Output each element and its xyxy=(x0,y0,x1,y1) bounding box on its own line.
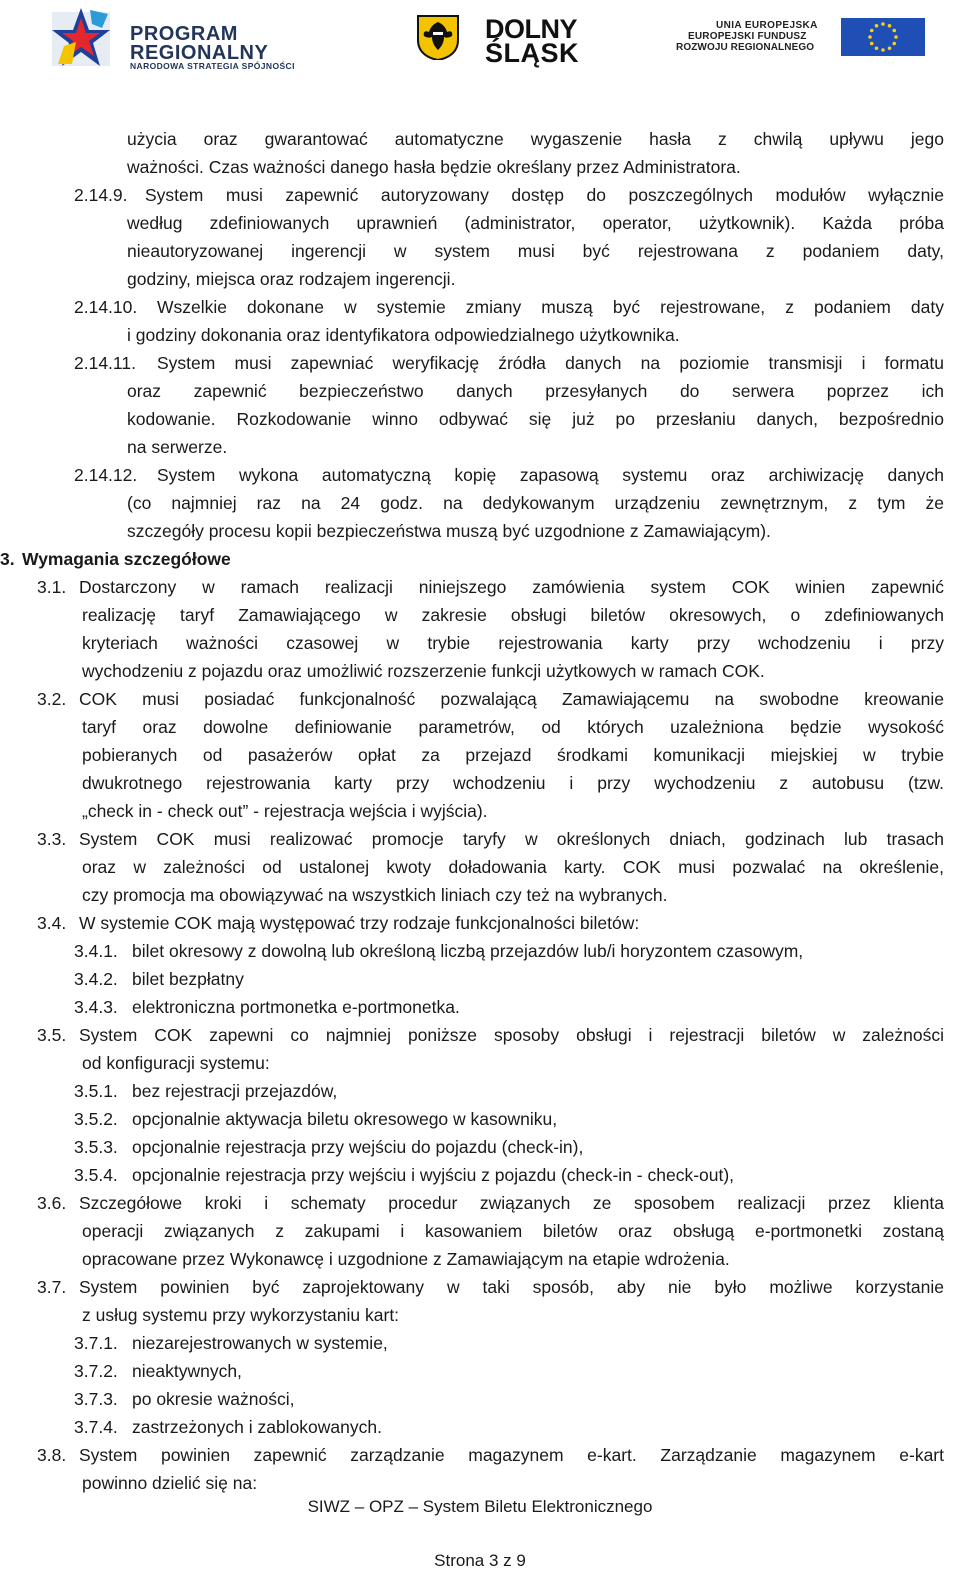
section-number: 3. xyxy=(0,549,15,569)
eu-star xyxy=(892,42,896,46)
text-line: System musi zapewniać weryfikację źródła danych na poziomie transmisji i formatu xyxy=(157,353,944,373)
section-number: 2.14.9. xyxy=(74,185,128,205)
text-line: bilet bezpłatny xyxy=(132,969,244,989)
section-number: 2.14.12. xyxy=(74,465,138,485)
eu-star xyxy=(875,46,879,50)
text-line: realizację taryf Zamawiającego w zakresie obsługi biletów okresowych, o zdefiniowanych xyxy=(82,605,944,625)
text-line: „check in - check out” - rejestracja wejścia i wyjścia). xyxy=(82,801,488,821)
section-number: 3.4.2. xyxy=(74,969,118,989)
text-line: niezarejestrowanych w systemie, xyxy=(132,1333,388,1353)
text-line: ważności. Czas ważności danego hasła będzie określany przez Administratora. xyxy=(127,157,741,177)
text-line: kryteriach ważności czasowej w trybie rejestrowania karty przy wchodzeniu i przy xyxy=(82,633,944,653)
text-line: czy promocja ma obowiązywać na wszystkich liniach czy też na wybranych. xyxy=(82,885,668,905)
text-line: z usług systemu przy wykorzystaniu kart: xyxy=(82,1305,400,1325)
section-heading: Wymagania szczegółowe xyxy=(22,549,231,569)
text-line: opcjonalnie rejestracja przy wejściu do pojazdu (check-in), xyxy=(132,1137,584,1157)
text-line: zastrzeżonych i zablokowanych. xyxy=(132,1417,382,1437)
text-line: po okresie ważności, xyxy=(132,1389,295,1409)
eu-logo-line3: ROZWOJU REGIONALNEGO xyxy=(676,42,815,53)
section-number: 3.8. xyxy=(37,1445,67,1465)
section-number: 2.14.11. xyxy=(74,353,136,373)
section-number: 3.4. xyxy=(37,913,67,933)
text-line: operacji związanych z zakupami i kasowaniem biletów oraz obsługą e-portmonetki zostaną xyxy=(82,1221,944,1241)
text-line: (co najmniej raz na 24 godz. na dedykowanym urządzeniu zewnętrznym, z tym że xyxy=(127,493,944,513)
page-header xyxy=(0,0,960,80)
program-logo-line3: NARODOWA STRATEGIA SPÓJNOŚCI xyxy=(130,61,295,71)
eagle-crest-icon xyxy=(415,14,461,60)
text-line: opcjonalnie rejestracja przy wejściu i wyjściu z pojazdu (check-in - check-out), xyxy=(132,1165,735,1185)
program-logo-line1: PROGRAM xyxy=(130,23,238,45)
section-number: 3.5. xyxy=(37,1025,67,1045)
text-line: Wszelkie dokonane w systemie zmiany muszą być rejestrowane, z podaniem daty xyxy=(157,297,944,317)
section-number: 3.1. xyxy=(37,577,67,597)
section-number: 3.4.1. xyxy=(74,941,118,961)
text-line: Dostarczony w ramach realizacji niniejszego zamówienia system COK winien zapewnić xyxy=(79,577,944,597)
section-number: 3.4.3. xyxy=(74,997,118,1017)
eu-logo-line2: EUROPEJSKI FUNDUSZ xyxy=(688,31,807,42)
text-line: taryf oraz dowolne definiowanie parametrów, od których uzależniona będzie wysokość xyxy=(82,717,944,737)
eu-star xyxy=(881,48,885,52)
text-line: Szczegółowe kroki i schematy procedur związanych ze sposobem realizacji przez klienta xyxy=(79,1193,944,1213)
text-line: godziny, miejsca oraz rodzajem ingerencji. xyxy=(127,269,456,289)
text-line: opcjonalnie aktywacja biletu okresowego w kasowniku, xyxy=(132,1109,558,1129)
section-number: 3.2. xyxy=(37,689,67,709)
eu-star xyxy=(881,22,885,26)
text-line: COK musi posiadać funkcjonalność pozwalającą Zamawiającemu na swobodne kreowanie xyxy=(79,689,944,709)
eu-logo-line1: UNIA EUROPEJSKA xyxy=(716,20,818,31)
section-number: 3.7.1. xyxy=(74,1333,118,1353)
region-logo-line1: DOLNY xyxy=(485,14,577,44)
section-number: 2.14.10. xyxy=(74,297,138,317)
dolny-slask-logo xyxy=(415,14,615,66)
text-line: bez rejestracji przejazdów, xyxy=(132,1081,338,1101)
section-number: 3.7.4. xyxy=(74,1417,118,1437)
section-number: 3.7.3. xyxy=(74,1389,118,1409)
section-number: 3.7. xyxy=(37,1277,67,1297)
text-line: użycia oraz gwarantować automatyczne wygaszenie hasła z chwilą upływu jego xyxy=(127,129,944,149)
text-line: System musi zapewnić autoryzowany dostęp do poszczególnych modułów wyłącznie xyxy=(145,185,944,205)
section-number: 3.7.2. xyxy=(74,1361,118,1381)
eu-fund-logo xyxy=(676,18,936,58)
text-line: oraz zapewnić bezpieczeństwo danych przesyłanych do serwera poprzez ich xyxy=(127,381,944,401)
section-number: 3.5.2. xyxy=(74,1109,118,1129)
eu-star xyxy=(888,46,892,50)
page-number: Strona 3 z 9 xyxy=(434,1551,526,1570)
eu-star xyxy=(870,29,874,33)
text-line: szczegóły procesu kopii bezpieczeństwa muszą być uzgodnione z Zamawiającym). xyxy=(127,521,771,541)
text-line: elektroniczna portmonetka e-portmonetka. xyxy=(132,997,460,1017)
region-logo-line2: ŚLĄSK xyxy=(485,38,580,68)
program-star-icon xyxy=(50,6,112,68)
section-number: 3.5.4. xyxy=(74,1165,118,1185)
text-line: dwukrotnego rejestrowania karty przy wchodzeniu i przy wychodzeniu z autobusu (tzw. xyxy=(82,773,944,793)
text-line: System powinien zapewnić zarządzanie magazynem e-kart. Zarządzanie magazynem e-kart xyxy=(79,1445,944,1465)
text-line: pobieranych od pasażerów opłat za przejazd środkami komunikacji miejskiej w trybie xyxy=(82,745,944,765)
text-line: nieaktywnych, xyxy=(132,1361,242,1381)
eu-star xyxy=(868,35,872,39)
program-regionalny-logo xyxy=(50,6,350,70)
section-number: 3.6. xyxy=(37,1193,67,1213)
text-line: kodowanie. Rozkodowanie winno odbywać się już po przesłaniu danych, bezpośrednio xyxy=(127,409,944,429)
text-line: wychodzeniu z pojazdu oraz umożliwić rozszerzenie funkcji użytkowych w ramach COK. xyxy=(82,661,765,681)
eu-flag-icon xyxy=(841,18,925,56)
text-line: oraz w zależności od ustalonej kwoty doładowania karty. COK musi pozwalać na określenie, xyxy=(82,857,944,877)
text-line: powinno dzielić się na: xyxy=(82,1473,258,1493)
eu-star xyxy=(888,24,892,28)
eu-star xyxy=(894,35,898,39)
program-logo-line2: REGIONALNY xyxy=(130,42,269,64)
eu-star xyxy=(892,29,896,33)
text-line: System COK zapewni co najmniej poniższe sposoby obsługi i rejestracji biletów w zależności xyxy=(79,1025,944,1045)
text-line: System COK musi realizować promocje taryfy w określonych dniach, godzinach lub trasach xyxy=(79,829,944,849)
eu-star xyxy=(870,42,874,46)
text-line: na serwerze. xyxy=(127,437,228,457)
section-number: 3.3. xyxy=(37,829,67,849)
section-number: 3.5.1. xyxy=(74,1081,118,1101)
eu-star xyxy=(875,24,879,28)
text-line: nieautoryzowanej ingerencji w system musi być rejestrowana z podaniem daty, xyxy=(127,241,944,261)
text-line: System powinien być zaprojektowany w taki sposób, aby nie było możliwe korzystanie xyxy=(79,1277,944,1297)
text-line: od konfiguracji systemu: xyxy=(82,1053,270,1073)
text-line: według zdefiniowanych uprawnień (administrator, operator, użytkownik). Każda próba xyxy=(127,213,944,233)
text-line: i godziny dokonania oraz identyfikatora odpowiedzialnego użytkownika. xyxy=(127,325,680,345)
text-line: bilet okresowy z dowolną lub określoną liczbą przejazdów lub/i horyzontem czasowym, xyxy=(132,941,804,961)
footer-title: SIWZ – OPZ – System Biletu Elektronicznego xyxy=(307,1497,653,1516)
section-number: 3.5.3. xyxy=(74,1137,118,1157)
text-line: opracowane przez Wykonawcę i uzgodnione z Zamawiającym na etapie wdrożenia. xyxy=(82,1249,730,1269)
text-line: System wykona automatyczną kopię zapasową systemu oraz archiwizację danych xyxy=(157,465,944,485)
text-line: W systemie COK mają występować trzy rodzaje funkcjonalności biletów: xyxy=(79,913,640,933)
